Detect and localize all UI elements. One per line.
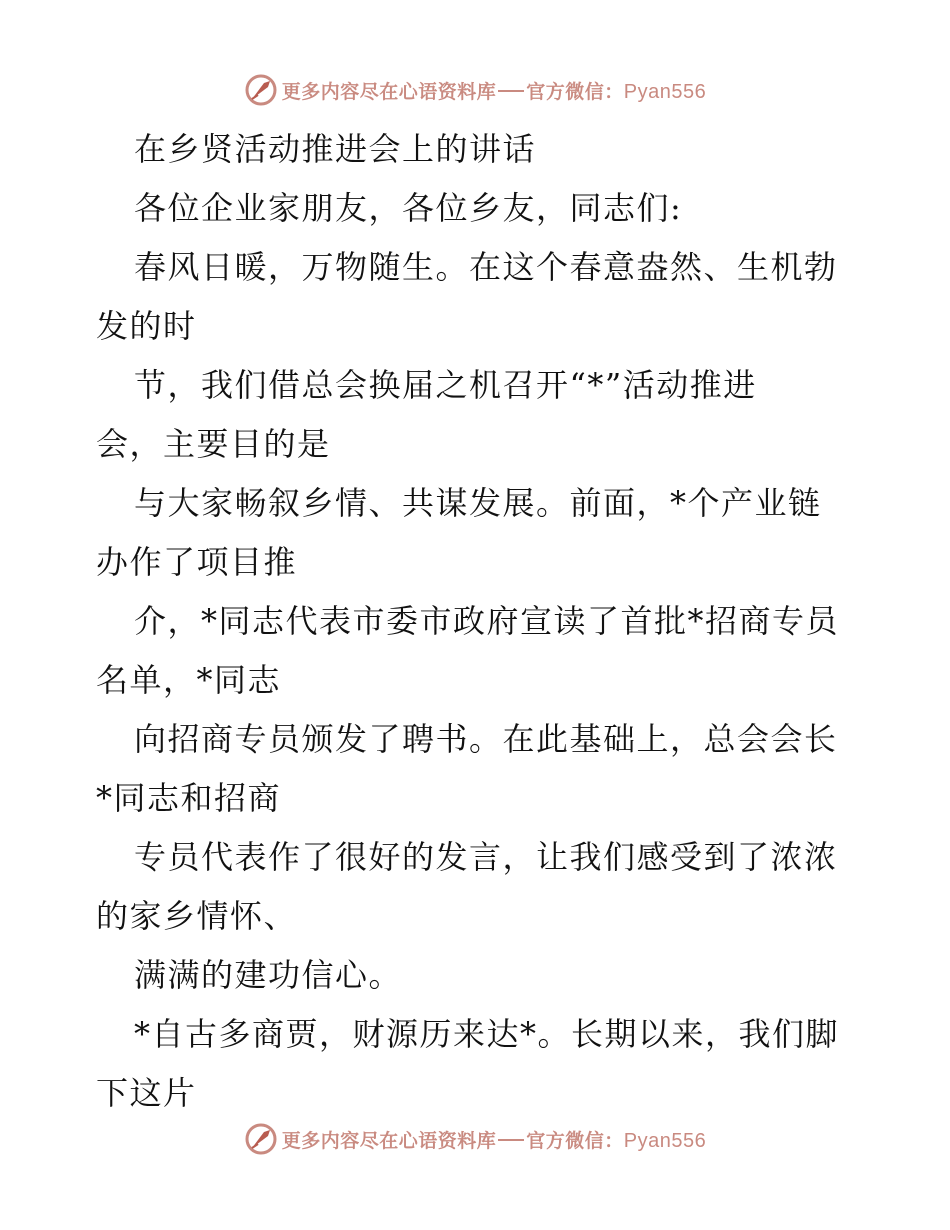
document-line: 节，我们借总会换届之机召开“*”活动推进 xyxy=(134,366,757,404)
header-banner-suffix: 官方微信： xyxy=(526,80,624,103)
footer-banner-title: 更多内容尽在心语资料库 xyxy=(281,1129,497,1152)
header-banner-inner xyxy=(244,73,707,107)
document-line: 下这片 xyxy=(96,1074,197,1112)
document-line: 介，*同志代表市委市政府宣读了首批*招商专员 xyxy=(134,602,840,640)
document-line: 名单，*同志 xyxy=(96,661,282,699)
document-line: 发的时 xyxy=(96,307,197,345)
document-line: 各位企业家朋友，各位乡友，同志们: xyxy=(134,189,683,227)
document-body xyxy=(96,120,856,1123)
footer-banner-inner xyxy=(244,1122,707,1156)
document-line: *自古多商贾，财源历来达*。长期以来，我们脚 xyxy=(134,1015,840,1053)
document-line: 会，主要目的是 xyxy=(96,425,331,463)
document-line: 办作了项目推 xyxy=(96,543,298,581)
document-line: 春风日暖，万物随生。在这个春意盎然、生机勃 xyxy=(134,248,838,286)
header-banner-text xyxy=(282,77,707,104)
document-line: 与大家畅叙乡情、共谋发展。前面，*个产业链 xyxy=(134,484,822,522)
header-banner-title: 更多内容尽在心语资料库 xyxy=(281,80,497,103)
footer-banner-text xyxy=(282,1126,707,1153)
document-line: 在乡贤活动推进会上的讲话 xyxy=(134,130,537,168)
footer-banner-id: Pyan556 xyxy=(623,1129,707,1152)
footer-banner xyxy=(0,1119,950,1159)
footer-banner-dash xyxy=(498,1139,524,1141)
header-banner-dash xyxy=(498,90,524,92)
quill-pen-circle-icon xyxy=(244,1122,278,1156)
document-line: 满满的建功信心。 xyxy=(134,956,403,994)
quill-pen-circle-icon xyxy=(244,73,278,107)
document-line: 向招商专员颁发了聘书。在此基础上，总会会长 xyxy=(134,720,838,758)
header-banner xyxy=(0,70,950,110)
footer-banner-suffix: 官方微信： xyxy=(526,1129,624,1152)
header-banner-id: Pyan556 xyxy=(623,80,707,103)
document-line: 专员代表作了很好的发言，让我们感受到了浓浓 xyxy=(134,838,838,876)
document-line: 的家乡情怀、 xyxy=(96,897,298,935)
document-line: *同志和招商 xyxy=(96,779,282,817)
